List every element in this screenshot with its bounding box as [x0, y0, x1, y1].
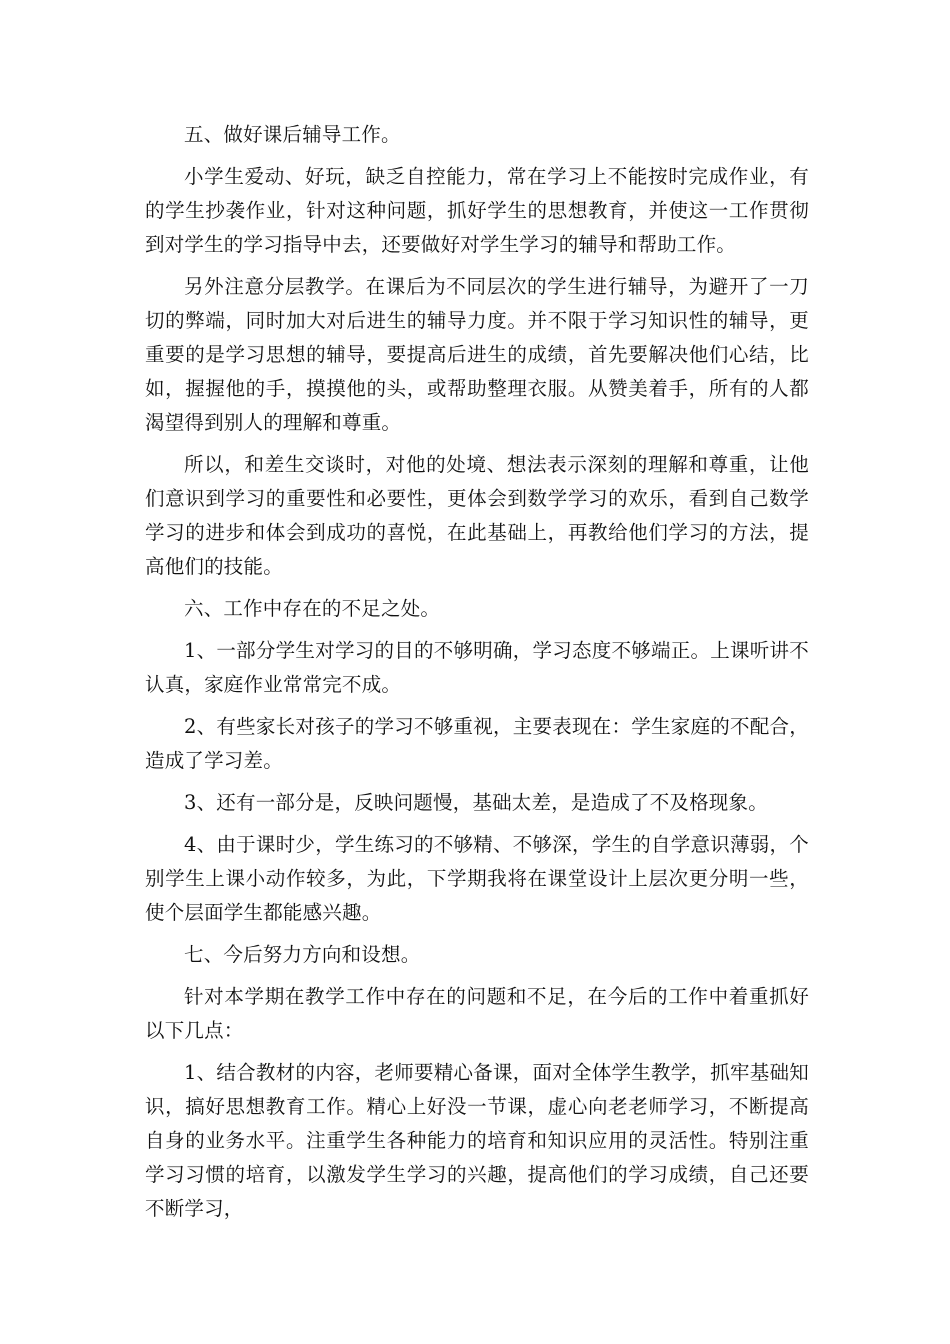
- section-heading-7: 七、今后努力方向和设想。: [184, 943, 421, 966]
- list-item: 3、还有一部分是，反映问题慢，基础太差，是造成了不及格现象。: [184, 791, 768, 814]
- paragraph: 另外注意分层教学。在课后为不同层次的学生进行辅导，为避开了一刀切的弊端，同时加大对后进生的辅导力度。并不限于学习知识性的辅导，更重要的是学习思想的辅导，要提高后进生的成绩，首先要解决他们心结，比如，握握他的手，摸摸他的头，或帮助整理衣服。从赞美着手，所有的人都渴望得到别人的理解和尊重。: [145, 275, 809, 434]
- list-item: 1、结合教材的内容，老师要精心备课，面对全体学生教学，抓牢基础知识，搞好思想教育工作。精心上好没一节课，虚心向老老师学习，不断提高自身的业务水平。注重学生各种能力的培育和知识应用的灵活性。特别注重学习习惯的培育，以激发学生学习的兴趣，提高他们的学习成绩，自己还要不断学习，: [145, 1061, 809, 1220]
- list-item: 4、由于课时少，学生练习的不够精、不够深，学生的自学意识薄弱，个别学生上课小动作较多，为此，下学期我将在课堂设计上层次更分明一些，使个层面学生都能感兴趣。: [145, 833, 809, 924]
- paragraph: 所以，和差生交谈时，对他的处境、想法表示深刻的理解和尊重，让他们意识到学习的重要性和必要性，更体会到数学学习的欢乐，看到自己数学学习的进步和体会到成功的喜悦，在此基础上，再教给他们学习的方法，提高他们的技能。: [145, 453, 809, 578]
- paragraph: 针对本学期在教学工作中存在的问题和不足，在今后的工作中着重抓好以下几点：: [145, 985, 809, 1042]
- list-item: 2、有些家长对孩子的学习不够重视，主要表现在：学生家庭的不配合，造成了学习差。: [145, 715, 809, 772]
- section-heading-6: 六、工作中存在的不足之处。: [184, 597, 441, 620]
- section-heading-5: 五、做好课后辅导工作。: [184, 123, 401, 146]
- paragraph: 小学生爱动、好玩，缺乏自控能力，常在学习上不能按时完成作业，有的学生抄袭作业，针对这种问题，抓好学生的思想教育，并使这一工作贯彻到对学生的学习指导中去，还要做好对学生学习的辅导和帮助工作。: [145, 165, 809, 256]
- document-page: [145, 118, 809, 1234]
- list-item: 1、一部分学生对学习的目的不够明确，学习态度不够端正。上课听讲不认真，家庭作业常常完不成。: [145, 639, 809, 696]
